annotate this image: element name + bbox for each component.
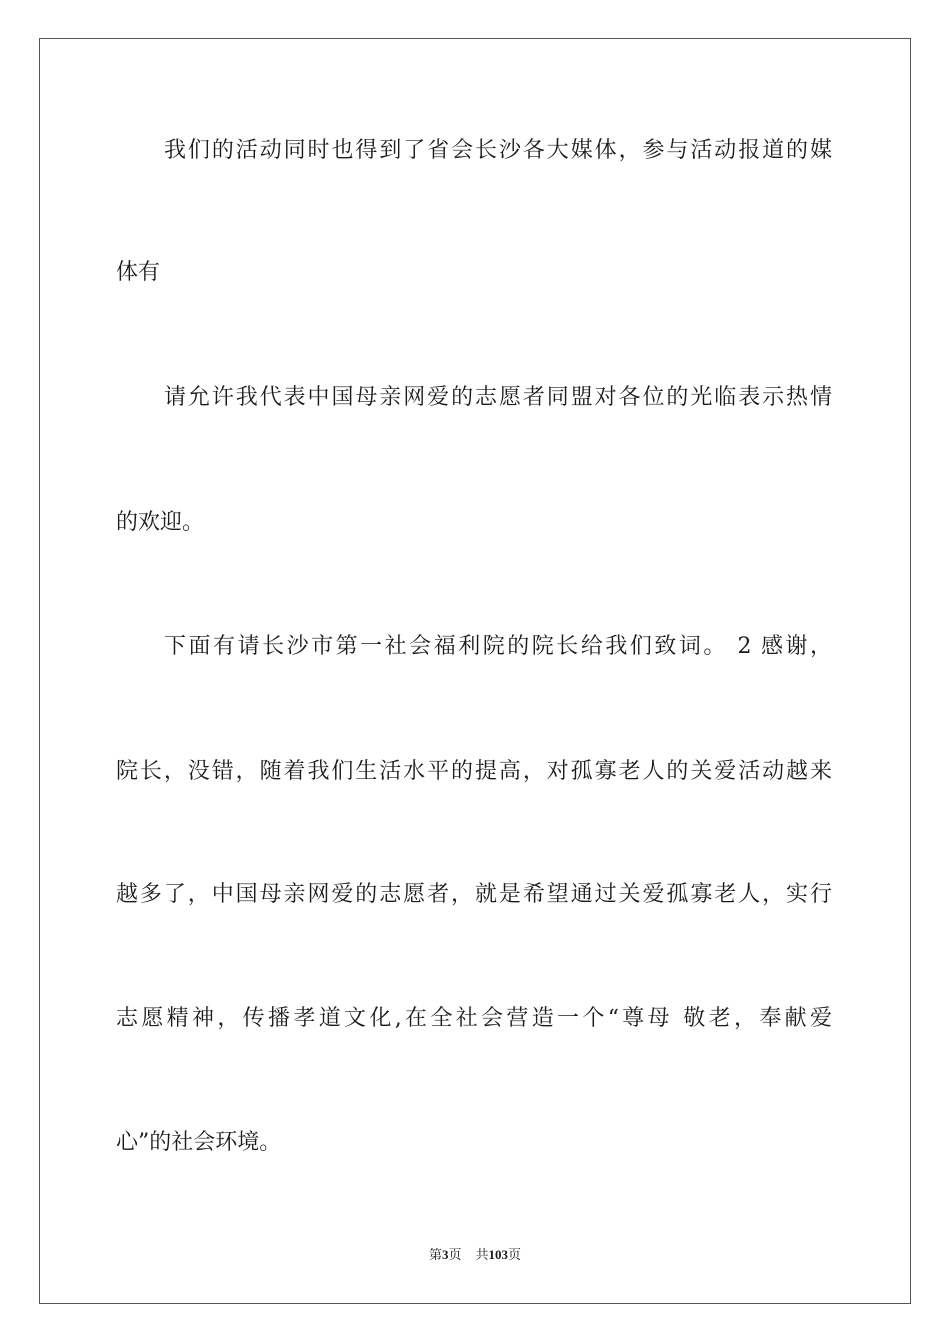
- footer-total-prefix: 共: [475, 1247, 489, 1262]
- page-footer: [0, 1246, 950, 1264]
- footer-page-prefix: 第: [428, 1247, 442, 1262]
- paragraph-1-line-1: 我们的活动同时也得到了省会长沙各大媒体，参与活动报道的媒: [164, 138, 832, 163]
- paragraph-1-line-2: 体有: [116, 260, 161, 285]
- paragraph-3-line-2: 院长，没错，随着我们生活水平的提高，对孤寡老人的关爱活动越来: [116, 759, 832, 784]
- paragraph-2-line-2: 的欢迎。: [116, 510, 205, 535]
- paragraph-2-line-1: 请允许我代表中国母亲网爱的志愿者同盟对各位的光临表示热情: [164, 385, 832, 410]
- paragraph-3-line-1: 下面有请长沙市第一社会福利院的院长给我们致词。 2 感谢，: [164, 634, 832, 659]
- footer-total-number: 103: [488, 1247, 509, 1262]
- footer-page-number: 3: [441, 1247, 449, 1262]
- paragraph-3-line-3: 越多了，中国母亲网爱的志愿者，就是希望通过关爱孤寡老人，实行: [116, 882, 832, 907]
- footer-page-suffix: 页: [448, 1247, 462, 1262]
- page-border: [39, 38, 911, 1304]
- paragraph-3-line-4: 志愿精神，传播孝道文化,在全社会营造一个“尊母 敬老，奉献爱: [116, 1006, 832, 1031]
- paragraph-3-line-5: 心”的社会环境。: [116, 1130, 282, 1155]
- footer-total-suffix: 页: [508, 1247, 522, 1262]
